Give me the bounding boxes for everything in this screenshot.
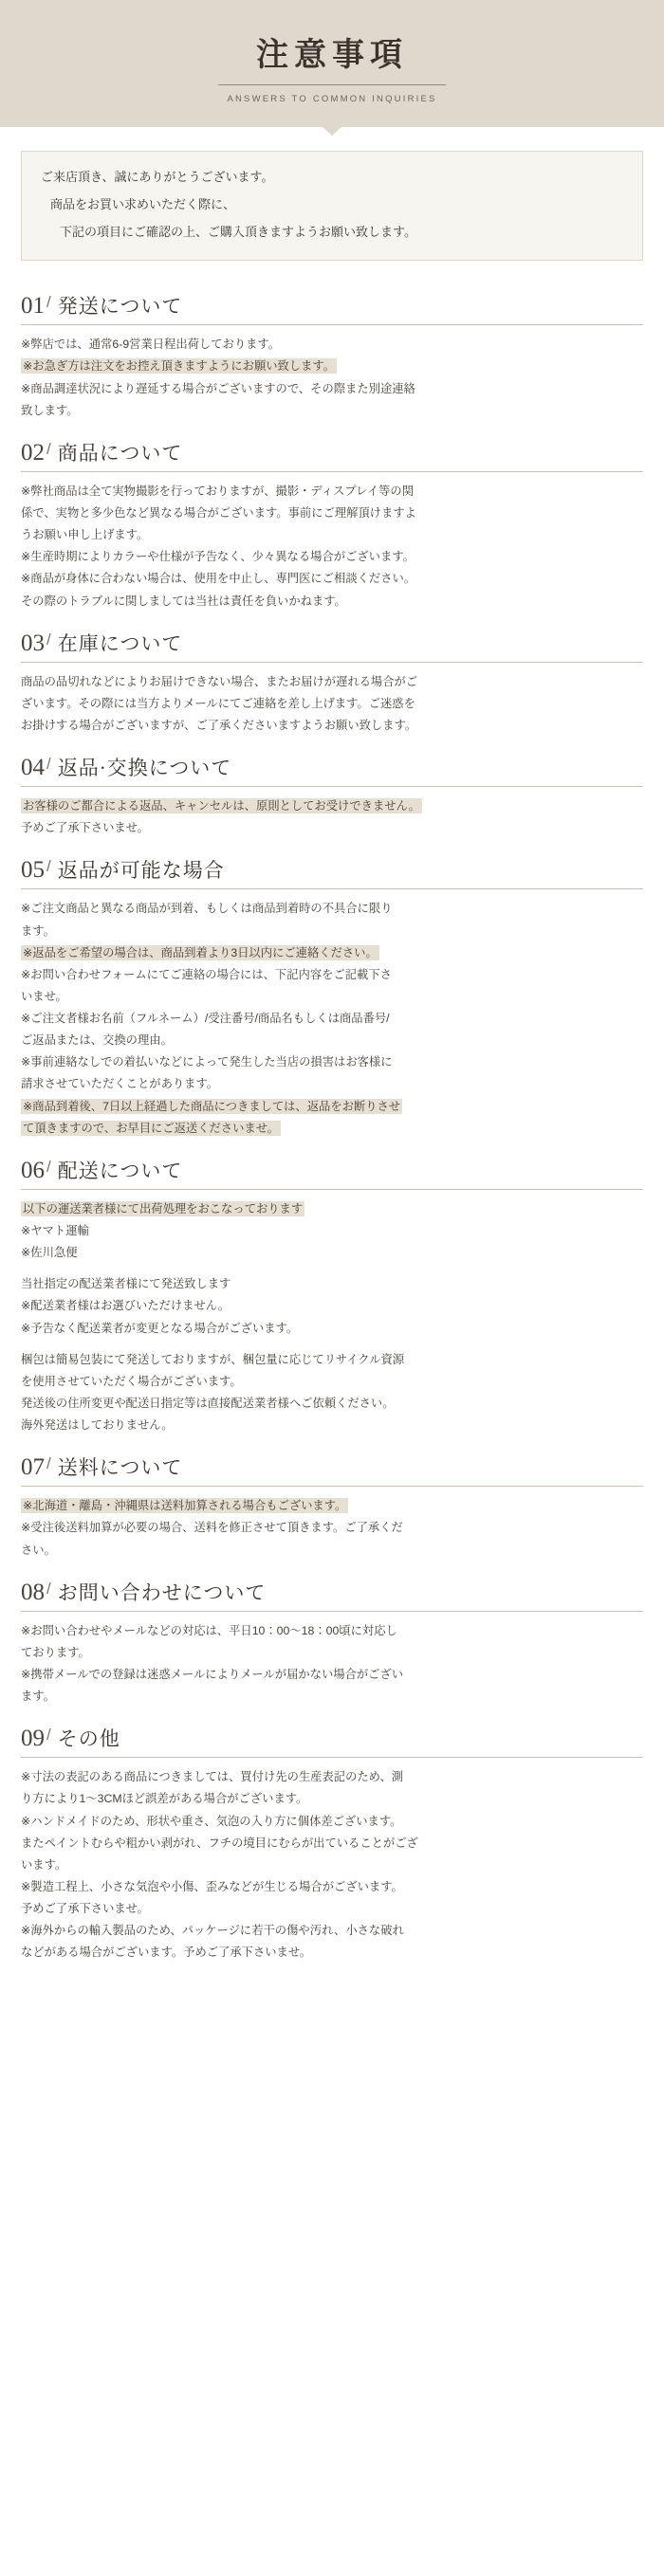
highlighted-text: ※お急ぎ方は注文をお控え頂きますようにお願い致します。 (23, 359, 336, 374)
page-header (0, 0, 664, 127)
section-01 (21, 291, 643, 421)
section-07 (21, 1452, 643, 1560)
section-line (21, 796, 643, 816)
page-subtitle: ANSWERS TO COMMON INQUIRIES (227, 94, 437, 104)
intro-line-2: 商品をお買い求めいただく際に、 (50, 196, 236, 211)
section-number: 09 (21, 1726, 45, 1752)
title-divider (218, 84, 446, 85)
intro-section (0, 136, 664, 266)
intro-box (21, 151, 643, 261)
section-body (21, 1199, 643, 1435)
section-line (21, 1199, 643, 1219)
section-number: 05 (21, 857, 45, 884)
section-line: ※事前連絡なしでの着払いなどによって発生した当店の損害はお客様に (21, 1055, 393, 1069)
section-line: ※海外からの輸入製品のため、パッケージに若干の傷や汚れ、小さな破れ (21, 1924, 404, 1938)
section-title: 発送について (57, 295, 183, 319)
highlighted-text: て頂きますので、お早目にご返送くださいませ。 (23, 1121, 279, 1135)
section-line: 予めご了承下さいませ。 (21, 821, 149, 835)
section-04 (21, 753, 643, 838)
section-line: 請求させていただくことがあります。 (21, 1077, 219, 1091)
section-body (21, 482, 643, 612)
section-line: うお願い申し上げます。 (21, 528, 149, 542)
section-line: ※ハンドメイドのため、形状や重さ、気泡の入り方に個体差ございます。 (21, 1814, 402, 1828)
section-line: 発送後の住所変更や配送日指定等は直接配送業者様へご依頼ください。 (21, 1397, 395, 1411)
highlighted-text: ※商品到着後、7日以上経過した商品につきましては、返品をお断りさせ (23, 1099, 401, 1113)
section-slash: / (46, 1726, 51, 1745)
section-line: 梱包は簡易包装にて発送しておりますが、梱包量に応じてリサイクル資源 (21, 1352, 405, 1366)
section-slash: / (46, 293, 51, 312)
section-title: お問い合わせについて (57, 1580, 267, 1604)
section-header (21, 1156, 643, 1190)
section-header (21, 438, 643, 472)
section-line: ※佐川急便 (21, 1246, 78, 1260)
section-body (21, 899, 643, 1139)
section-02 (21, 438, 643, 612)
section-line: ※予告なく配送業者が変更となる場合がございます。 (21, 1321, 299, 1335)
section-line: ※受注後送料加算が必要の場合、送料を修正させて頂きます。ご了承くだ (21, 1521, 403, 1535)
section-03 (21, 629, 643, 736)
section-number: 08 (21, 1579, 45, 1605)
section-06 (21, 1156, 643, 1435)
section-slash: / (46, 1454, 51, 1473)
section-line (21, 943, 643, 963)
section-line: ※ヤマト運輸 (21, 1224, 89, 1238)
header-arrow-icon (323, 127, 341, 136)
section-line: 致します。 (21, 403, 79, 417)
section-line: ※商品が身体に合わない場合は、使用を中止し、専門医にご相談ください。 (21, 572, 416, 586)
section-line: ※弊社商品は全て実物撮影を行っておりますが、撮影・ディスプレイ等の関 (21, 484, 415, 498)
section-line: ております。 (21, 1645, 90, 1659)
section-line: ※配送業者様はお選びいただけません。 (21, 1299, 231, 1313)
section-line: さい。 (21, 1543, 56, 1557)
highlighted-text: 以下の運送業者様にて出荷処理をおこなっております (23, 1201, 304, 1215)
section-line: ※寸法の表記のある商品につきましては、買付け先の生産表記のため、測 (21, 1770, 404, 1784)
highlighted-text: ※返品をご希望の場合は、商品到着より3日以内にご連絡ください。 (23, 945, 378, 959)
section-line: ※ご注文者様お名前（フルネーム）/受注番号/商品名もしくは商品番号/ (21, 1012, 390, 1026)
section-number: 03 (21, 630, 45, 656)
section-slash: / (46, 630, 51, 649)
section-slash: / (46, 1579, 51, 1598)
section-body (21, 1767, 643, 1963)
section-line: ※生産時期によりカラーや仕様が予告なく、少々異なる場合がございます。 (21, 550, 415, 564)
section-line: 商品の品切れなどによりお届けできない場合、またお届けが遅れる場合がご (21, 674, 418, 688)
section-line: ※商品調達状況により遅延する場合がございますので、その際また別途連絡 (21, 381, 415, 395)
page-title: 注意事項 (256, 38, 408, 73)
section-line: ご返品または、交換の理由。 (21, 1033, 173, 1048)
section-slash: / (46, 1157, 51, 1176)
section-header (21, 1724, 643, 1758)
section-09 (21, 1724, 643, 1963)
section-line: ます。 (21, 1690, 55, 1704)
section-line (21, 1097, 643, 1117)
section-number: 04 (21, 755, 45, 781)
section-line: 当社指定の配送業者様にて発送致します (21, 1277, 231, 1291)
section-title: 返品が可能な場合 (57, 859, 225, 883)
section-line: ※お問い合わせフォームにてご連絡の場合には、下記内容をご記載下さ (21, 967, 392, 981)
section-line (21, 1119, 643, 1139)
section-number: 02 (21, 439, 45, 466)
section-line: います。 (21, 1857, 67, 1872)
highlighted-text: お客様のご都合による返品、キャンセルは、原則としてお受けできません。 (23, 799, 420, 813)
section-line: を使用させていただく場合がございます。 (21, 1374, 242, 1388)
section-header (21, 855, 643, 889)
section-header (21, 753, 643, 787)
section-05 (21, 855, 643, 1139)
section-number: 01 (21, 293, 45, 320)
section-number: 07 (21, 1454, 45, 1481)
section-title: 配送について (57, 1159, 183, 1182)
section-title: その他 (57, 1727, 120, 1751)
section-slash: / (46, 439, 51, 458)
section-body (21, 672, 643, 736)
section-header (21, 629, 643, 663)
section-body (21, 796, 643, 838)
sections-container (0, 266, 664, 1993)
section-header (21, 1578, 643, 1612)
section-line: ※ご注文商品と異なる商品が到着、もしくは商品到着時の不具合に限り (21, 902, 393, 916)
section-number: 06 (21, 1157, 45, 1183)
section-slash: / (46, 755, 51, 774)
section-body (21, 335, 643, 421)
section-line: 海外発送はしておりません。 (21, 1418, 174, 1433)
section-line (21, 1496, 643, 1516)
section-header (21, 1452, 643, 1487)
section-line: ※弊店では、通常6-9営業日程出荷しております。 (21, 338, 281, 352)
section-line: ※製造工程上、小さな気泡や小傷、歪みなどが生じる場合がございます。 (21, 1880, 403, 1893)
section-line (21, 356, 643, 376)
section-title: 返品·交換について (57, 757, 232, 780)
intro-line-3: 下記の項目にご確認の上、ご購入頂きますようお願い致します。 (60, 224, 416, 239)
highlighted-text: ※北海道・離島・沖縄県は送料加算される場合もございます。 (23, 1499, 347, 1513)
section-line: ※お問い合わせやメールなどの対応は、平日10：00～18：00頃に対応し (21, 1623, 397, 1637)
section-slash: / (46, 857, 51, 876)
section-line: ます。 (21, 923, 55, 938)
section-line: ※携帯メールでの登録は迷惑メールによりメールが届かない場合がござい (21, 1668, 404, 1682)
section-line: お掛けする場合がございますが、ご了承くださいますようお願い致します。 (21, 718, 417, 732)
section-line: り方により1～3CMほど誤差がある場合がございます。 (21, 1792, 308, 1806)
section-08 (21, 1578, 643, 1708)
section-line: いませ。 (21, 989, 67, 1003)
section-line: 係で、実物と多少色など異なる場合がございます。事前にご理解頂けますよ (21, 505, 416, 520)
section-line: その際のトラブルに関しましては当社は責任を負いかねます。 (21, 594, 346, 608)
section-title: 在庫について (57, 631, 183, 655)
intro-line-1: ご来店頂き、誠にありがとうございます。 (41, 170, 274, 184)
section-line: ざいます。その際には当方よりメールにてご連絡を差し上げます。ご迷惑を (21, 696, 415, 710)
section-header (21, 291, 643, 325)
section-line: などがある場合がございます。予めご了承下さいませ。 (21, 1946, 312, 1960)
section-line: またペイントむらや粗かい剥がれ、フチの境目にむらが出ていることがござ (21, 1836, 418, 1850)
section-body (21, 1496, 643, 1560)
section-line: 予めご了承下さいませ。 (21, 1902, 149, 1916)
section-body (21, 1621, 643, 1708)
section-title: 送料について (57, 1456, 183, 1480)
section-title: 商品について (57, 441, 183, 465)
